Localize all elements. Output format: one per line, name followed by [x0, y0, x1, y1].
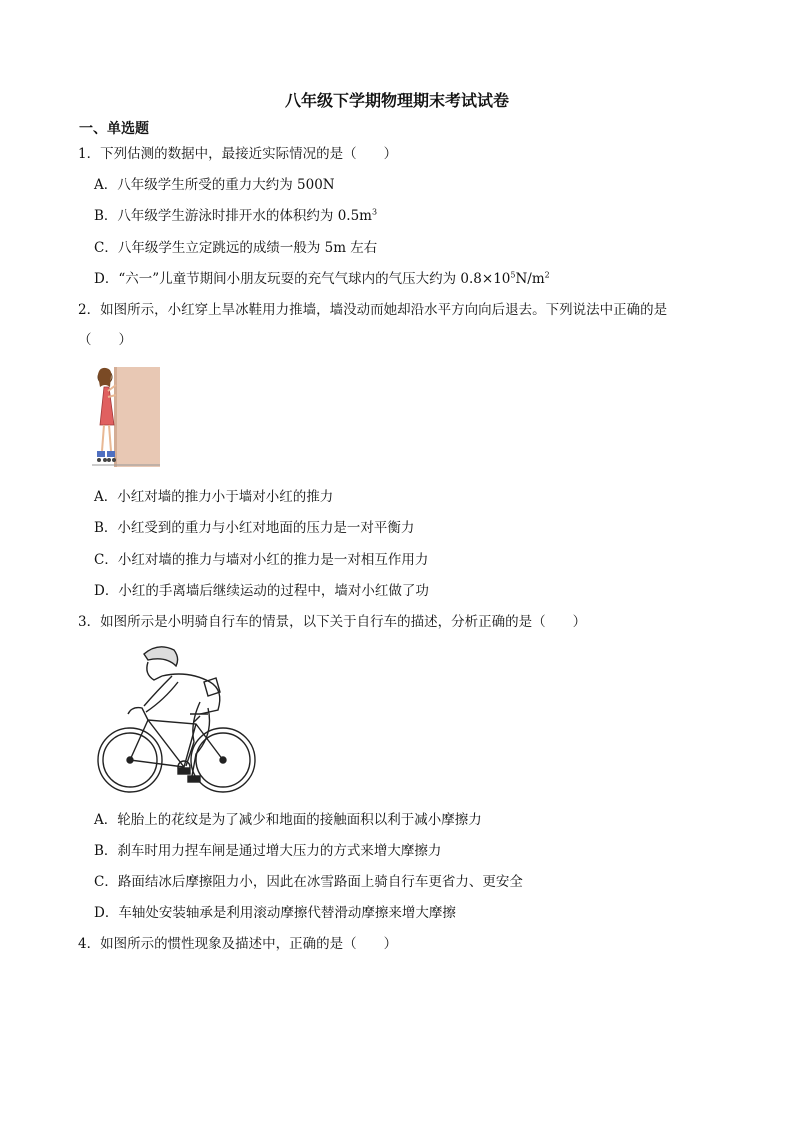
question-2-stem: 2．如图所示，小红穿上旱冰鞋用力推墙，墙没动而她却沿水平方向向后退去。下列说法中正确的是 [78, 302, 668, 318]
question-3-option-b: B．刹车时用力捏车闸是通过增大压力的方式来增大摩擦力 [94, 843, 442, 859]
question-1-option-a: A．八年级学生所受的重力大约为 500N [94, 177, 335, 193]
question-2-option-b: B．小红受到的重力与小红对地面的压力是一对平衡力 [94, 520, 415, 536]
question-1-option-d: D．“六一”儿童节期间小朋友玩耍的充气气球内的气压大约为 $0.8\times 10^5N/m^2$ [94, 270, 550, 287]
question-3-stem: 3．如图所示是小明骑自行车的情景，以下关于自行车的描述，分析正确的是（ ） [78, 614, 587, 630]
cyclist-figure [96, 642, 258, 797]
question-1-option-c: C．八年级学生立定跳远的成绩一般为 5m 左右 [94, 240, 378, 256]
question-2-option-a: A．小红对墙的推力小于墙对小红的推力 [94, 489, 334, 505]
question-2-option-d: D．小红的手离墙后继续运动的过程中，墙对小红做了功 [94, 583, 429, 599]
question-3-option-a: A．轮胎上的花纹是为了减少和地面的接触面积以利于减小摩擦力 [94, 812, 482, 828]
question-3-option-c: C．路面结冰后摩擦阻力小，因此在冰雪路面上骑自行车更省力、更安全 [94, 874, 523, 890]
question-2-stem-continued: （ ） [78, 332, 132, 348]
section-heading: 一、单选题 [79, 121, 149, 137]
girl-pushing-wall-figure [92, 365, 164, 469]
question-1-stem: 1．下列估测的数据中，最接近实际情况的是（ ） [78, 146, 398, 162]
question-4-stem: 4．如图所示的惯性现象及描述中，正确的是（ ） [78, 936, 398, 952]
question-3-option-d: D．车轴处安装轴承是利用滚动摩擦代替滑动摩擦来增大摩擦 [94, 905, 456, 921]
question-2-option-c: C．小红对墙的推力与墙对小红的推力是一对相互作用力 [94, 552, 429, 568]
page-title: 八年级下学期物理期末考试试卷 [284, 91, 509, 110]
question-1-option-b: B．八年级学生游泳时排开水的体积约为 $0.5m^3$ [94, 207, 378, 224]
